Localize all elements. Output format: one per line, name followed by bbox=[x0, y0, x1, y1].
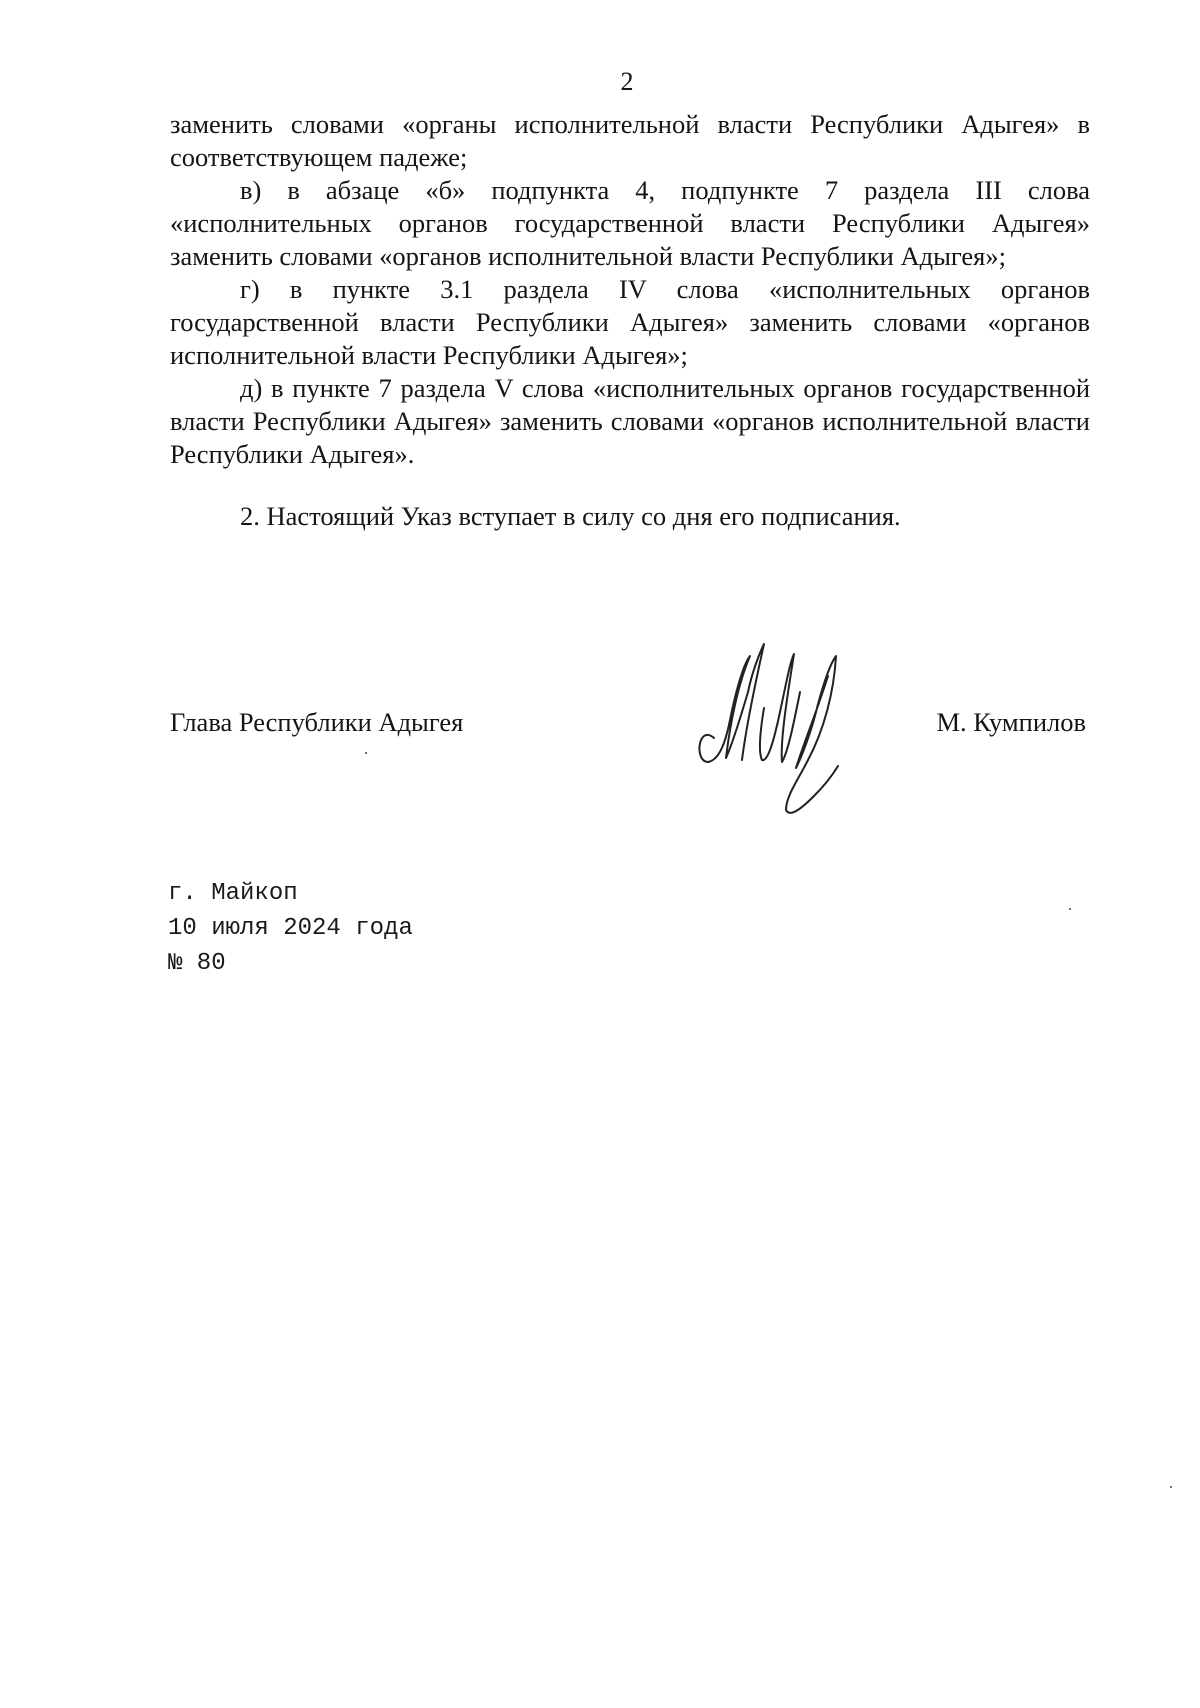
signature-row bbox=[170, 706, 1090, 746]
issue-details bbox=[168, 876, 413, 981]
paragraph-effective-date: 2. Настоящий Указ вступает в силу со дня его подписания. bbox=[240, 501, 901, 531]
issue-number: № 80 bbox=[168, 950, 226, 977]
handwritten-signature bbox=[690, 612, 870, 832]
signatory-title: Глава Республики Адыгея bbox=[170, 707, 464, 737]
paragraph-item-g: г) в пункте 3.1 раздела IV слова «исполнительных органов государственной власти Республики Адыгея» заменить словами «органов исполнительной власти Республики Адыгея»; bbox=[170, 274, 1090, 370]
paragraph-item-d: д) в пункте 7 раздела V слова «исполнительных органов государственной власти Республики Адыгея» заменить словами «органов исполнительной власти Республики Адыгея». bbox=[170, 373, 1090, 469]
paragraph-continuation: заменить словами «органы исполнительной власти Республики Адыгея» в соответствующем падеже; bbox=[170, 109, 1090, 172]
paragraph-item-v: в) в абзаце «б» подпункта 4, подпункте 7 раздела III слова «исполнительных органов государственной власти Республики Адыгея» заменить словами «органов исполнительной власти Республики Адыгея»; bbox=[170, 175, 1090, 271]
issue-place: г. Майкоп bbox=[168, 880, 298, 907]
page-number: 2 bbox=[620, 67, 634, 96]
issue-date: 10 июля 2024 года bbox=[168, 915, 413, 942]
scan-speck bbox=[365, 752, 367, 754]
scan-speck bbox=[1069, 908, 1071, 910]
scan-speck bbox=[1170, 1486, 1172, 1488]
signatory-name: М. Кумпилов bbox=[936, 707, 1086, 737]
document-body bbox=[170, 108, 1090, 533]
